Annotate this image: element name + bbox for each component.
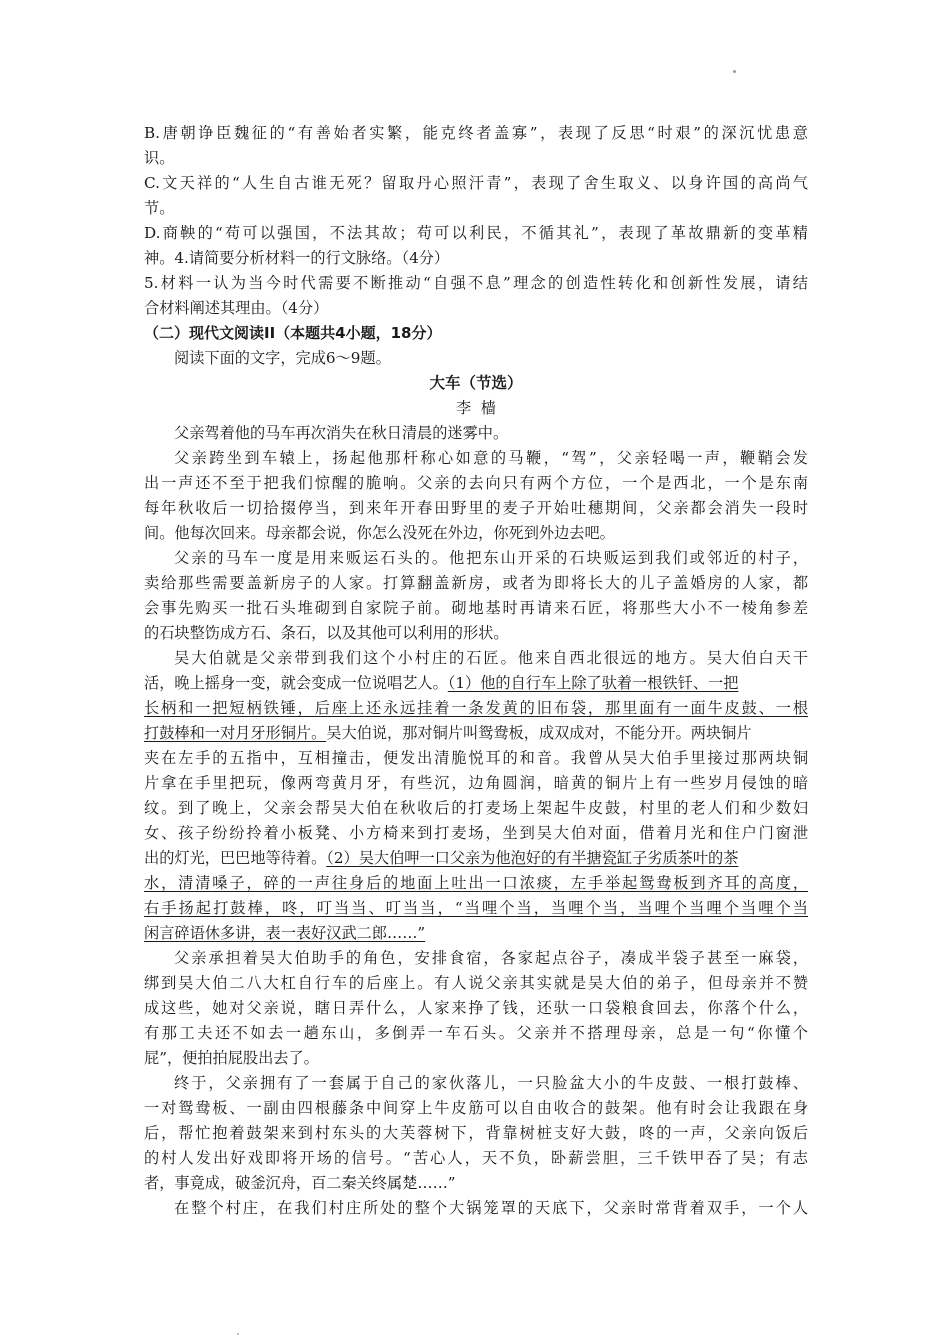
paragraph-line: 吴大伯就是父亲带到我们这个小村庄的石匠。他来自西北很远的地方。吴大伯白天干 [174, 649, 808, 667]
paragraph-line: 的村人发出好戏即将开场的信号。“苦心人，天不负，卧薪尝胆，三千铁甲吞了吴；有志 [144, 1149, 808, 1167]
option-b-line: 识。 [144, 149, 175, 167]
option-c-line: 节。 [144, 199, 175, 217]
paragraph-line: 有那工夫还不如去一趟东山，多倒弄一车石头。父亲并不搭理母亲，总是一句“你懂个 [144, 1024, 808, 1042]
option-d-line: D.商鞅的“苟可以强国，不法其故；苟可以利民，不循其礼”，表现了革故鼎新的变革精 [144, 224, 808, 242]
option-d-line: 神。4.请简要分析材料一的行文脉络。（4分） [144, 249, 450, 267]
underlined-sentence-2: （2）吴大伯呷一口父亲为他泡好的有半搪瓷缸子劣质茶叶的茶 [326, 849, 739, 867]
corner-mark [733, 70, 736, 73]
underlined-sentence-1: 长柄和一把短柄铁锤，后座上还永远挂着一条发黄的旧布袋，那里面有一面牛皮鼓、一根 [144, 699, 808, 717]
bottom-mark [237, 1333, 239, 1335]
option-b-line: B.唐朝诤臣魏征的“有善始者实繁，能克终者盖寡”，表现了反思“时艰”的深沉忧患意 [144, 124, 808, 142]
option-c-line: C.文天祥的“人生自古谁无死？留取丹心照汗青”，表现了舍生取义、以身许国的高尚气 [144, 174, 808, 192]
paragraph-line: 纹。到了晚上，父亲会帮吴大伯在秋收后的打麦场上架起牛皮鼓，村里的老人们和少数妇 [144, 799, 808, 817]
paragraph-line: 屁”，便拍拍屁股出去了。 [144, 1049, 319, 1067]
section-instruction: 阅读下面的文字，完成6～9题。 [174, 349, 391, 367]
paragraph-line: 夹在左手的五指中，互相撞击，便发出清脆悦耳的和音。我曾从吴大伯手里接过那两块铜 [144, 749, 808, 767]
paragraph-line: 父亲承担着吴大伯助手的角色，安排食宿，各家起点谷子，凑成半袋子甚至一麻袋， [174, 949, 808, 967]
paragraph-line: 女、孩子纷纷拎着小板凳、小方椅来到打麦场，坐到吴大伯对面，借着月光和住户门窗泄 [144, 824, 808, 842]
plain-text: 活，晚上摇身一变，就会变成一位说唱艺人。 [144, 674, 448, 692]
paragraph-line [144, 721, 808, 746]
paragraph-line: 成这些，她对父亲说，瞎日弄什么，人家来挣了钱，还驮一口袋粮食回去，你落个什么， [144, 999, 808, 1017]
underlined-sentence-2: 右手扬起打鼓棒，咚，叮当当、叮当当，“当哩个当，当哩个当，当哩个当哩个当哩个当 [144, 899, 808, 917]
page-content [144, 121, 808, 1221]
underlined-sentence-1: 打鼓棒和一对月牙形铜片。 [144, 724, 327, 742]
paragraph-line: 会事先购买一批石头堆砌到自家院子前。砌地基时再请来石匠，将那些大小不一棱角参差 [144, 599, 808, 617]
plain-text: 出的灯光，巴巴地等待着。 [144, 849, 327, 867]
paragraph-line [144, 846, 808, 871]
paragraph-line: 在整个村庄，在我们村庄所处的整个大锅笼罩的天底下，父亲时常背着双手，一个人 [174, 1199, 808, 1217]
paragraph-line: 绑到吴大伯二八大杠自行车的后座上。有人说父亲其实就是吴大伯的弟子，但母亲并不赞 [144, 974, 808, 992]
question-5-line: 5.材料一认为当今时代需要不断推动“自强不息”理念的创造性转化和创新性发展，请结 [144, 274, 808, 292]
paragraph-line: 父亲跨坐到车辕上，扬起他那杆称心如意的马鞭，“驾”，父亲轻喝一声，鞭鞘会发 [174, 449, 808, 467]
article-title: 大车（节选） [429, 374, 523, 392]
paragraph-line: 出一声还不至于把我们惊醒的脆响。父亲的去向只有两个方位，一个是西北，一个是东南 [144, 474, 808, 492]
underlined-sentence-1: （1）他的自行车上除了驮着一根铁钎、一把 [447, 674, 739, 692]
question-5-line: 合材料阐述其理由。（4分） [144, 299, 329, 317]
paragraph-line: 者，事竟成，破釜沉舟，百二秦关终属楚……” [144, 1174, 456, 1192]
paragraph-line: 一对鸳鸯板、一副由四根藤条中间穿上牛皮筋可以自由收合的鼓架。他有时会让我跟在身 [144, 1099, 808, 1117]
section-heading: （二）现代文阅读II（本题共4小题，18分） [144, 324, 442, 342]
paragraph-line: 间。他每次回来。母亲都会说，你怎么没死在外边，你死到外边去吧。 [144, 524, 615, 542]
article-author: 李 樯 [455, 399, 497, 417]
underlined-sentence-2: 闲言碎语休多讲，表一表好汉武二郎……” [144, 924, 426, 942]
paragraph-line [144, 921, 808, 946]
paragraph-line: 的石块整饬成方石、条石，以及其他可以利用的形状。 [144, 624, 509, 642]
underlined-sentence-2: 水，清清嗓子，碎的一声往身后的地面上吐出一口浓痰，左手举起鸳鸯板到齐耳的高度， [144, 874, 808, 892]
paragraph-line: 每年秋收后一切拾掇停当，到来年开春田野里的麦子开始吐穗期间，父亲都会消失一段时 [144, 499, 808, 517]
paragraph-line: 终于，父亲拥有了一套属于自己的家伙落儿，一只脸盆大小的牛皮鼓、一根打鼓棒、 [174, 1074, 808, 1092]
paragraph-line: 片拿在手里把玩，像两弯黄月牙，有些沉，边角圆润，暗黄的铜片上有一些岁月侵蚀的暗 [144, 774, 808, 792]
plain-text: 吴大伯说，那对铜片叫鸳鸯板，成双成对，不能分开。两块铜片 [326, 724, 752, 742]
paragraph-line: 卖给那些需要盖新房子的人家。打算翻盖新房，或者为即将长大的儿子盖婚房的人家，都 [144, 574, 808, 592]
paragraph-line [144, 671, 808, 696]
paragraph-line: 后，帮忙抱着鼓架来到村东头的大芙蓉树下，背靠树桩支好大鼓，咚的一声，父亲向饭后 [144, 1124, 808, 1142]
paragraph-line: 父亲的马车一度是用来贩运石头的。他把东山开采的石块贩运到我们或邻近的村子， [174, 549, 808, 567]
paragraph-line: 父亲驾着他的马车再次消失在秋日清晨的迷雾中。 [174, 424, 509, 442]
